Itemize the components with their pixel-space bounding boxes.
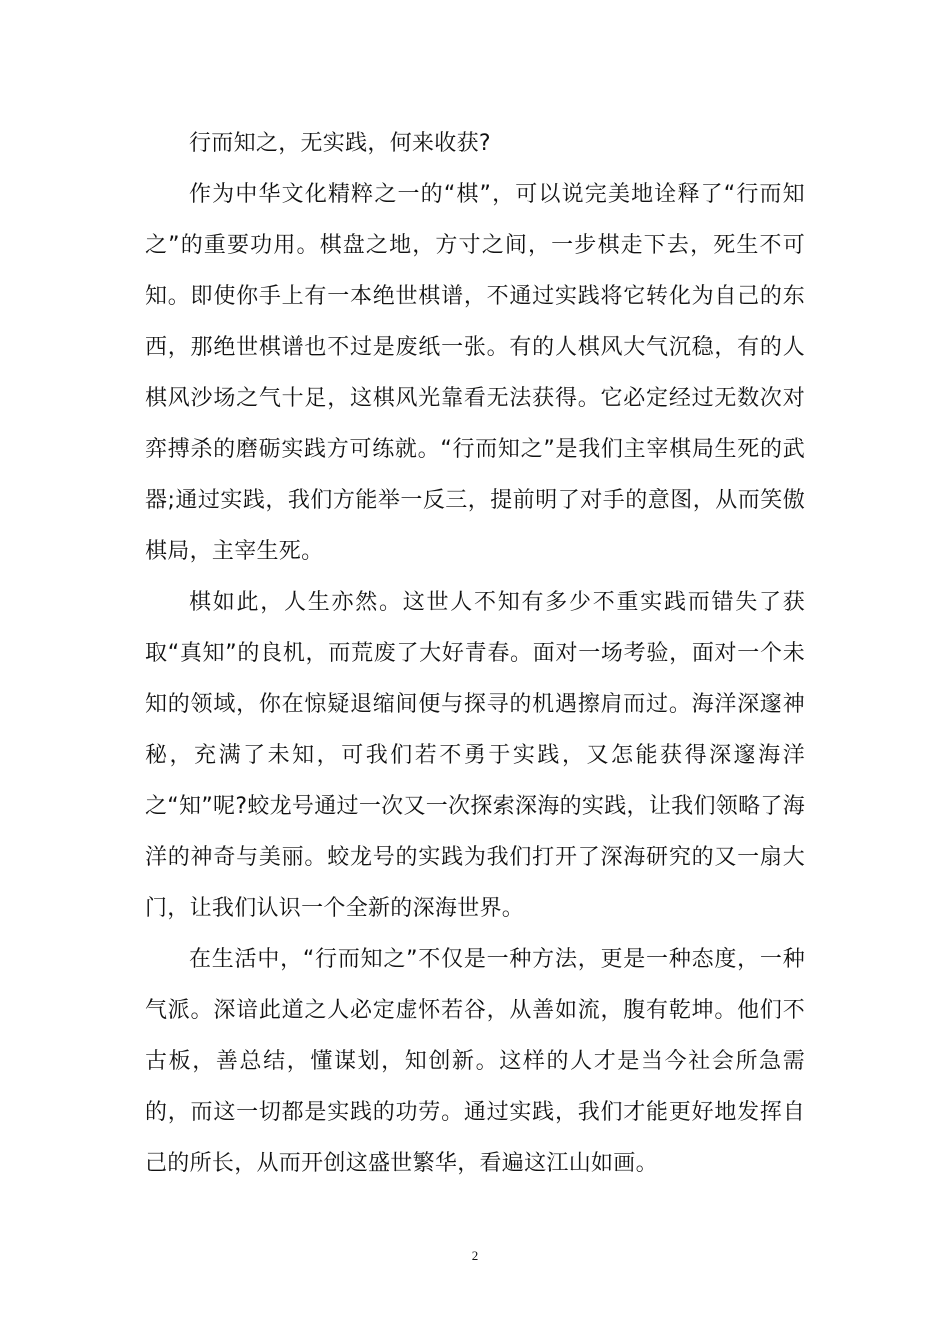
paragraph: 棋如此，人生亦然。这世人不知有多少不重实践而错失了获取“真知”的良机，而荒废了大好青春。面对一场考验，面对一个未知的领域，你在惊疑退缩间便与探寻的机遇擦肩而过。海洋深邃神秘，充满了未知，可我们若不勇于实践，又怎能获得深邃海洋之“知”呢?蛟龙号通过一次又一次探索深海的实践，让我们领略了海洋的神奇与美丽。蛟龙号的实践为我们打开了深海研究的又一扇大门，让我们认识一个全新的深海世界。 <box>145 590 805 921</box>
paragraph: 在生活中，“行而知之”不仅是一种方法，更是一种态度，一种气派。深谙此道之人必定虚怀若谷，从善如流，腹有乾坤。他们不古板，善总结，懂谋划，知创新。这样的人才是当今社会所急需的，而这一切都是实践的功劳。通过实践，我们才能更好地发挥自己的所长，从而开创这盛世繁华，看遍这江山如画。 <box>145 947 805 1176</box>
paragraph: 行而知之，无实践，何来收获? <box>189 131 491 156</box>
paragraph: 作为中华文化精粹之一的“棋”，可以说完美地诠释了“行而知之”的重要功用。棋盘之地，方寸之间，一步棋走下去，死生不可知。即使你手上有一本绝世棋谱，不通过实践将它转化为自己的东西，那绝世棋谱也不过是废纸一张。有的人棋风大气沉稳，有的人棋风沙场之气十足，这棋风光靠看无法获得。它必定经过无数次对弈搏杀的磨砺实践方可练就。“行而知之”是我们主宰棋局生死的武器;通过实践，我们方能举一反三，提前明了对手的意图，从而笑傲棋局，主宰生死。 <box>145 182 805 564</box>
page-number: 2 <box>471 1248 479 1263</box>
document-body <box>145 118 805 1189</box>
